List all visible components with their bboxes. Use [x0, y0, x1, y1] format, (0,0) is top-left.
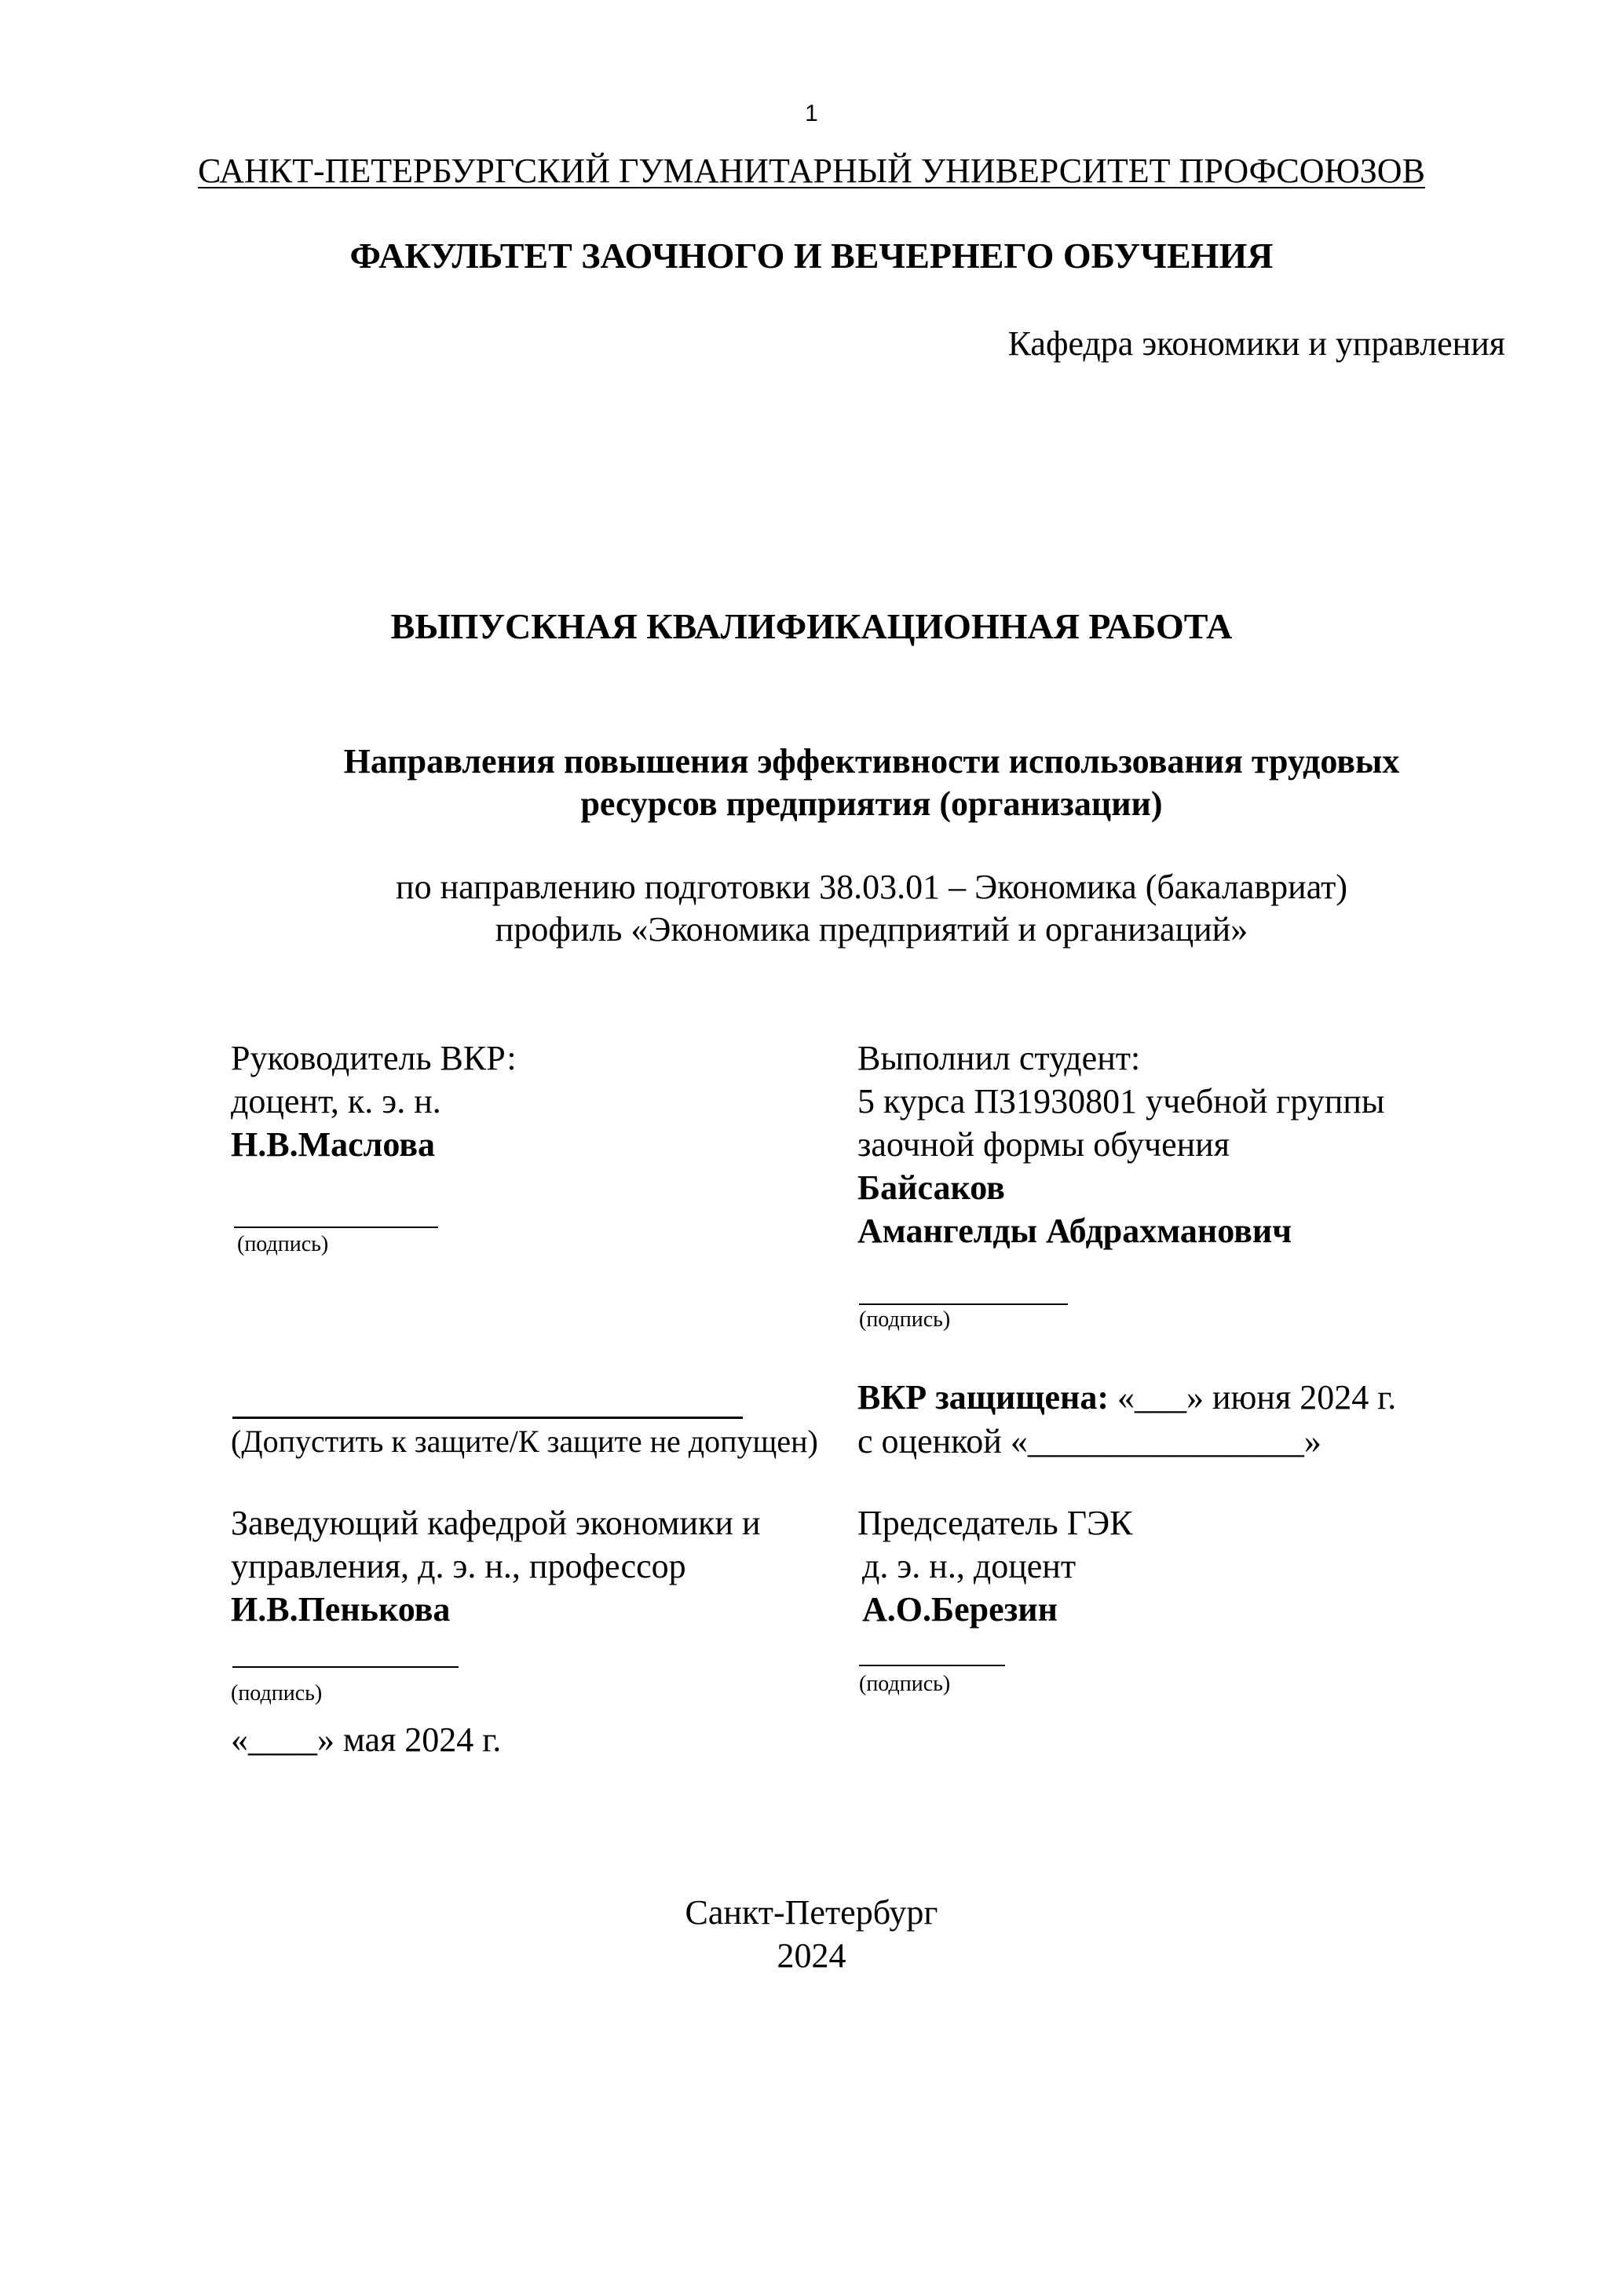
supervisor-name: Н.В.Маслова — [231, 1125, 435, 1164]
supervisor-label: Руководитель ВКР: — [231, 1039, 517, 1077]
defense-grade: с оценкой «________________» — [857, 1422, 1321, 1461]
study-direction: по направлению подготовки 38.03.01 – Экономика (бакалавриат) — [396, 868, 1347, 906]
supervisor-signature-caption: (подпись) — [237, 1232, 329, 1256]
faculty-name: ФАКУЛЬТЕТ ЗАОЧНОГО И ВЕЧЕРНЕГО ОБУЧЕНИЯ — [349, 236, 1274, 276]
head-approval-date: «____» мая 2024 г. — [231, 1720, 502, 1759]
defense-label: ВКР защищена: — [857, 1378, 1109, 1417]
topic-line-1: Направления повышения эффективности использования трудовых — [343, 742, 1400, 781]
chairman-degree: д. э. н., доцент — [862, 1547, 1077, 1585]
admission-caption: (Допустить к защите/К защите не допущен) — [231, 1424, 818, 1459]
supervisor-degree: доцент, к. э. н. — [231, 1082, 441, 1121]
chairman-signature-line — [859, 1665, 1005, 1666]
student-signature-caption: (подпись) — [859, 1307, 951, 1332]
admission-line — [232, 1417, 743, 1419]
head-title-line-1: Заведующий кафедрой экономики и — [231, 1504, 761, 1542]
topic-line-2: ресурсов предприятия (организации) — [580, 784, 1163, 823]
work-type-title: ВЫПУСКНАЯ КВАЛИФИКАЦИОННАЯ РАБОТА — [390, 606, 1233, 646]
study-profile: профиль «Экономика предприятий и организаций» — [495, 910, 1248, 949]
footer-year: 2024 — [777, 1936, 846, 1975]
student-study-form: заочной формы обучения — [857, 1125, 1230, 1164]
chairman-label: Председатель ГЭК — [857, 1504, 1133, 1542]
student-name: Амангелды Абдрахманович — [857, 1212, 1292, 1250]
footer-city: Санкт-Петербург — [685, 1893, 938, 1932]
university-name: САНКТ-ПЕТЕРБУРГСКИЙ ГУМАНИТАРНЫЙ УНИВЕРСИТЕТ ПРОФСОЮЗОВ — [198, 152, 1425, 190]
student-surname: Байсаков — [857, 1168, 1005, 1207]
chairman-signature-caption: (подпись) — [859, 1672, 951, 1696]
student-signature-line — [859, 1303, 1068, 1305]
head-name: И.В.Пенькова — [231, 1590, 451, 1629]
supervisor-signature-line — [234, 1227, 438, 1228]
head-title-line-2: управления, д. э. н., профессор — [231, 1547, 686, 1585]
department-name: Кафедра экономики и управления — [1007, 324, 1505, 363]
chairman-name: А.О.Березин — [862, 1590, 1058, 1629]
student-group: 5 курса ПЗ1930801 учебной группы — [857, 1082, 1385, 1121]
head-signature-line — [232, 1666, 459, 1668]
student-label: Выполнил студент: — [857, 1039, 1141, 1077]
defense-date-text: «___» июня 2024 г. — [1109, 1378, 1397, 1417]
head-signature-caption: (подпись) — [231, 1681, 323, 1706]
page-number: 1 — [805, 101, 818, 126]
defense-date — [857, 1376, 1396, 1420]
